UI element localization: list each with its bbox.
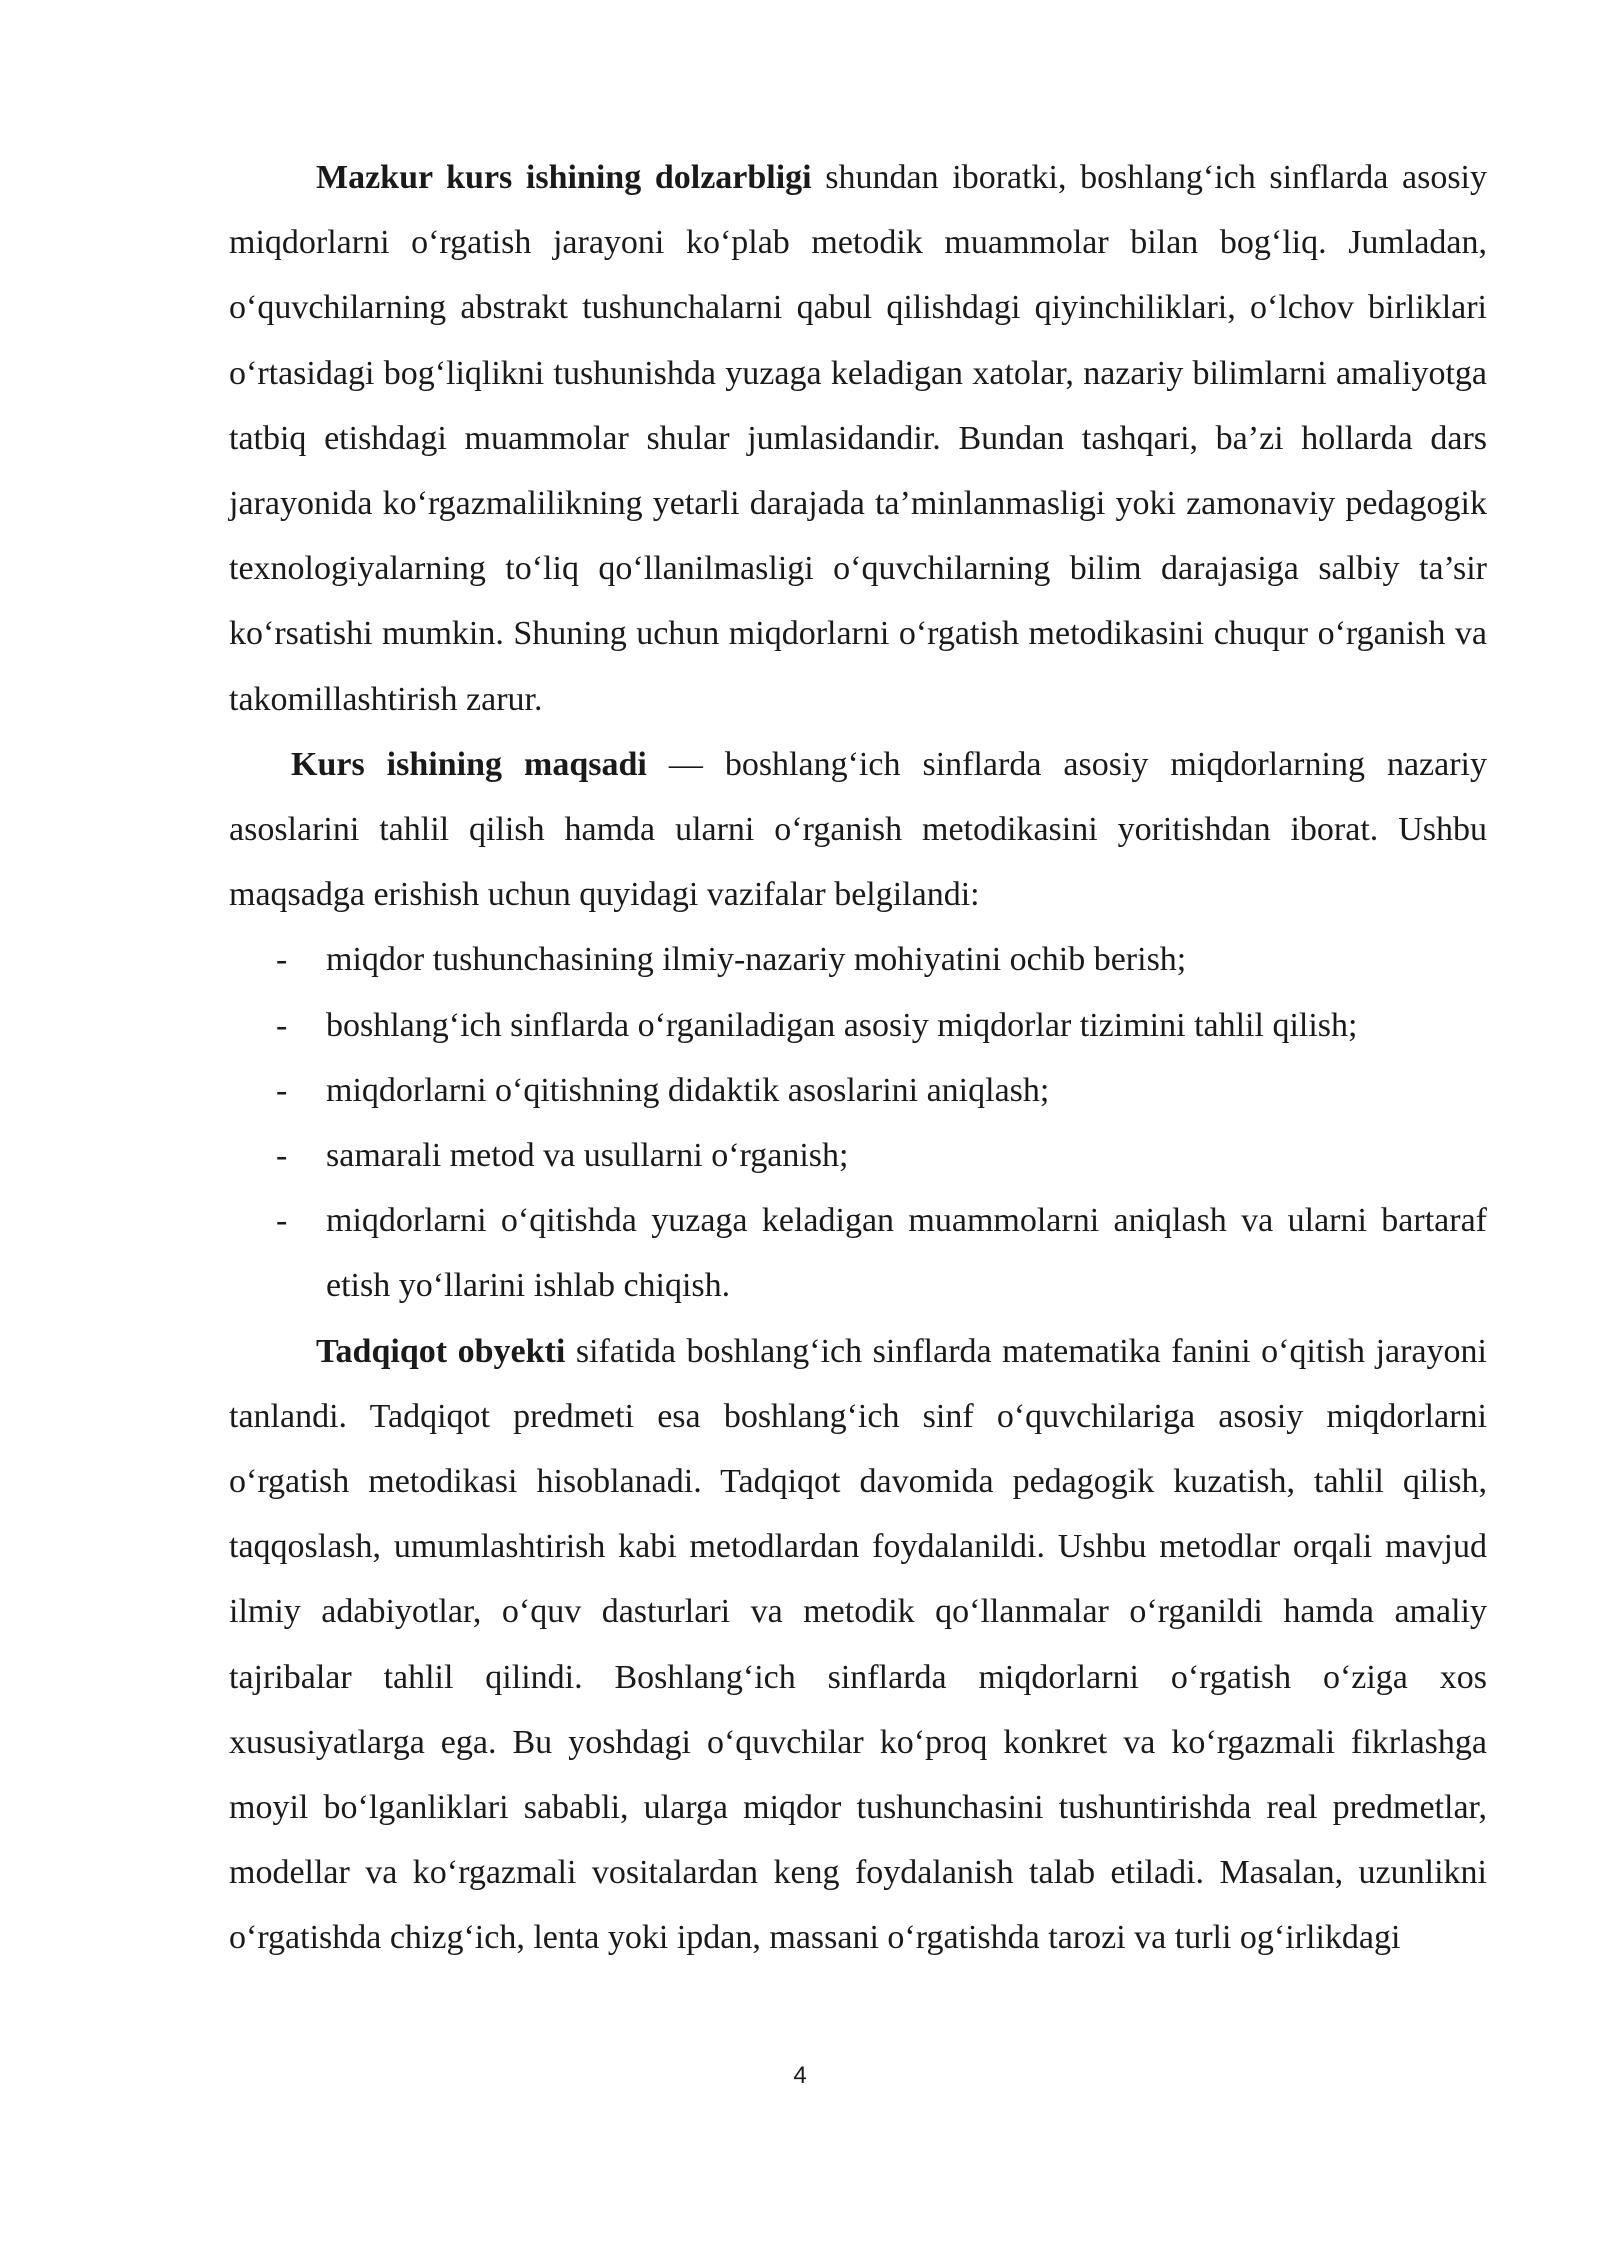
goal-heading: Kurs ishining maqsadi (291, 745, 647, 783)
list-item-text: miqdorlarni o‘qitishda yuzaga keladigan muammolarni aniqlash va ularni bartaraf etish yo‘llarini ishlab chiqish. (326, 1202, 1487, 1305)
relevance-heading: Mazkur kurs ishining dolzarbligi (316, 159, 812, 196)
object-paragraph (229, 1319, 1487, 1971)
list-item-text: boshlang‘ich sinflarda o‘rganiladigan asosiy miqdorlar tizimini tahlil qilish; (326, 1006, 1358, 1044)
list-dash: - (276, 1202, 288, 1240)
goal-paragraph (229, 732, 1487, 928)
list-item (229, 927, 1487, 992)
list-dash: - (276, 1071, 288, 1109)
list-item (229, 1058, 1487, 1123)
list-item-text: miqdorlarni o‘qitishning didaktik asoslarini aniqlash; (326, 1071, 1050, 1109)
list-dash: - (276, 1137, 288, 1175)
list-dash: - (276, 941, 288, 979)
list-item-text: samarali metod va usullarni o‘rganish; (326, 1137, 849, 1175)
relevance-paragraph (229, 145, 1487, 732)
task-list (229, 927, 1487, 1318)
object-heading: Tadqiqot obyekti (316, 1332, 566, 1370)
object-text: sifatida boshlang‘ich sinflarda matematika fanini o‘qitish jarayoni tanlandi. Tadqiqot predmeti esa boshlang‘ich sinf o‘quvchilariga asosiy miqdorlarni o‘rgatish metodikasi hisoblanadi. Tadqiqot davomida pedagogik kuzatish, tahlil qilish, taqqoslash, umumlashtirish kabi metodlardan foydalanildi. Ushbu metodlar orqali mavjud ilmiy adabiyotlar, o‘quv dasturlari va metodik qo‘llanmalar o‘rganildi hamda amaliy tajribalar tahlil qilindi. Boshlang‘ich sinflarda miqdorlarni o‘rgatish o‘ziga xos xususiyatlarga ega. Bu yoshdagi o‘quvchilar ko‘proq konkret va ko‘rgazmali fikrlashga moyil bo‘lganliklari sababli, ularga miqdor tushunchasini tushuntirishda real predmetlar, modellar va ko‘rgazmali vositalardan keng foydalanish talab etiladi. Masalan, uzunlikni o‘rgatishda chizg‘ich, lenta yoki ipdan, massani o‘rgatishda tarozi va turli og‘irlikdagi (229, 1332, 1488, 1957)
document-page (229, 145, 1487, 1971)
goal-text: — boshlang‘ich sinflarda asosiy miqdorlarning nazariy asoslarini tahlil qilish hamda ularni o‘rganish metodikasini yoritishdan iborat. Ushbu maqsadga erishish uchun quyidagi vazifalar belgilandi: (229, 745, 1487, 914)
list-item (229, 1188, 1487, 1318)
page-number: 4 (793, 2062, 807, 2089)
list-item (229, 1123, 1487, 1188)
list-item-text: miqdor tushunchasining ilmiy-nazariy mohiyatini ochib berish; (326, 941, 1187, 979)
list-item (229, 993, 1487, 1058)
list-dash: - (276, 1006, 288, 1044)
relevance-text: shundan iboratki, boshlang‘ich sinflarda asosiy miqdorlarni o‘rgatish jarayoni ko‘plab metodik muammolar bilan bog‘liq. Jumladan, o‘quvchilarning abstrakt tushunchalarni qabul qilishdagi qiyinchiliklari, o‘lchov birliklari o‘rtasidagi bog‘liqlikni tushunishda yuzaga keladigan xatolar, nazariy bilimlarni amaliyotga tatbiq etishdagi muammolar shular jumlasidandir. Bundan tashqari, ba’zi hollarda dars jarayonida ko‘rgazmalilikning yetarli darajada ta’minlanmasligi yoki zamonaviy pedagogik texnologiyalarning to‘liq qo‘llanilmasligi o‘quvchilarning bilim darajasiga salbiy ta’sir ko‘rsatishi mumkin. Shuning uchun miqdorlarni o‘rgatish metodikasini chuqur o‘rganish va takomillashtirish zarur. (229, 159, 1488, 718)
